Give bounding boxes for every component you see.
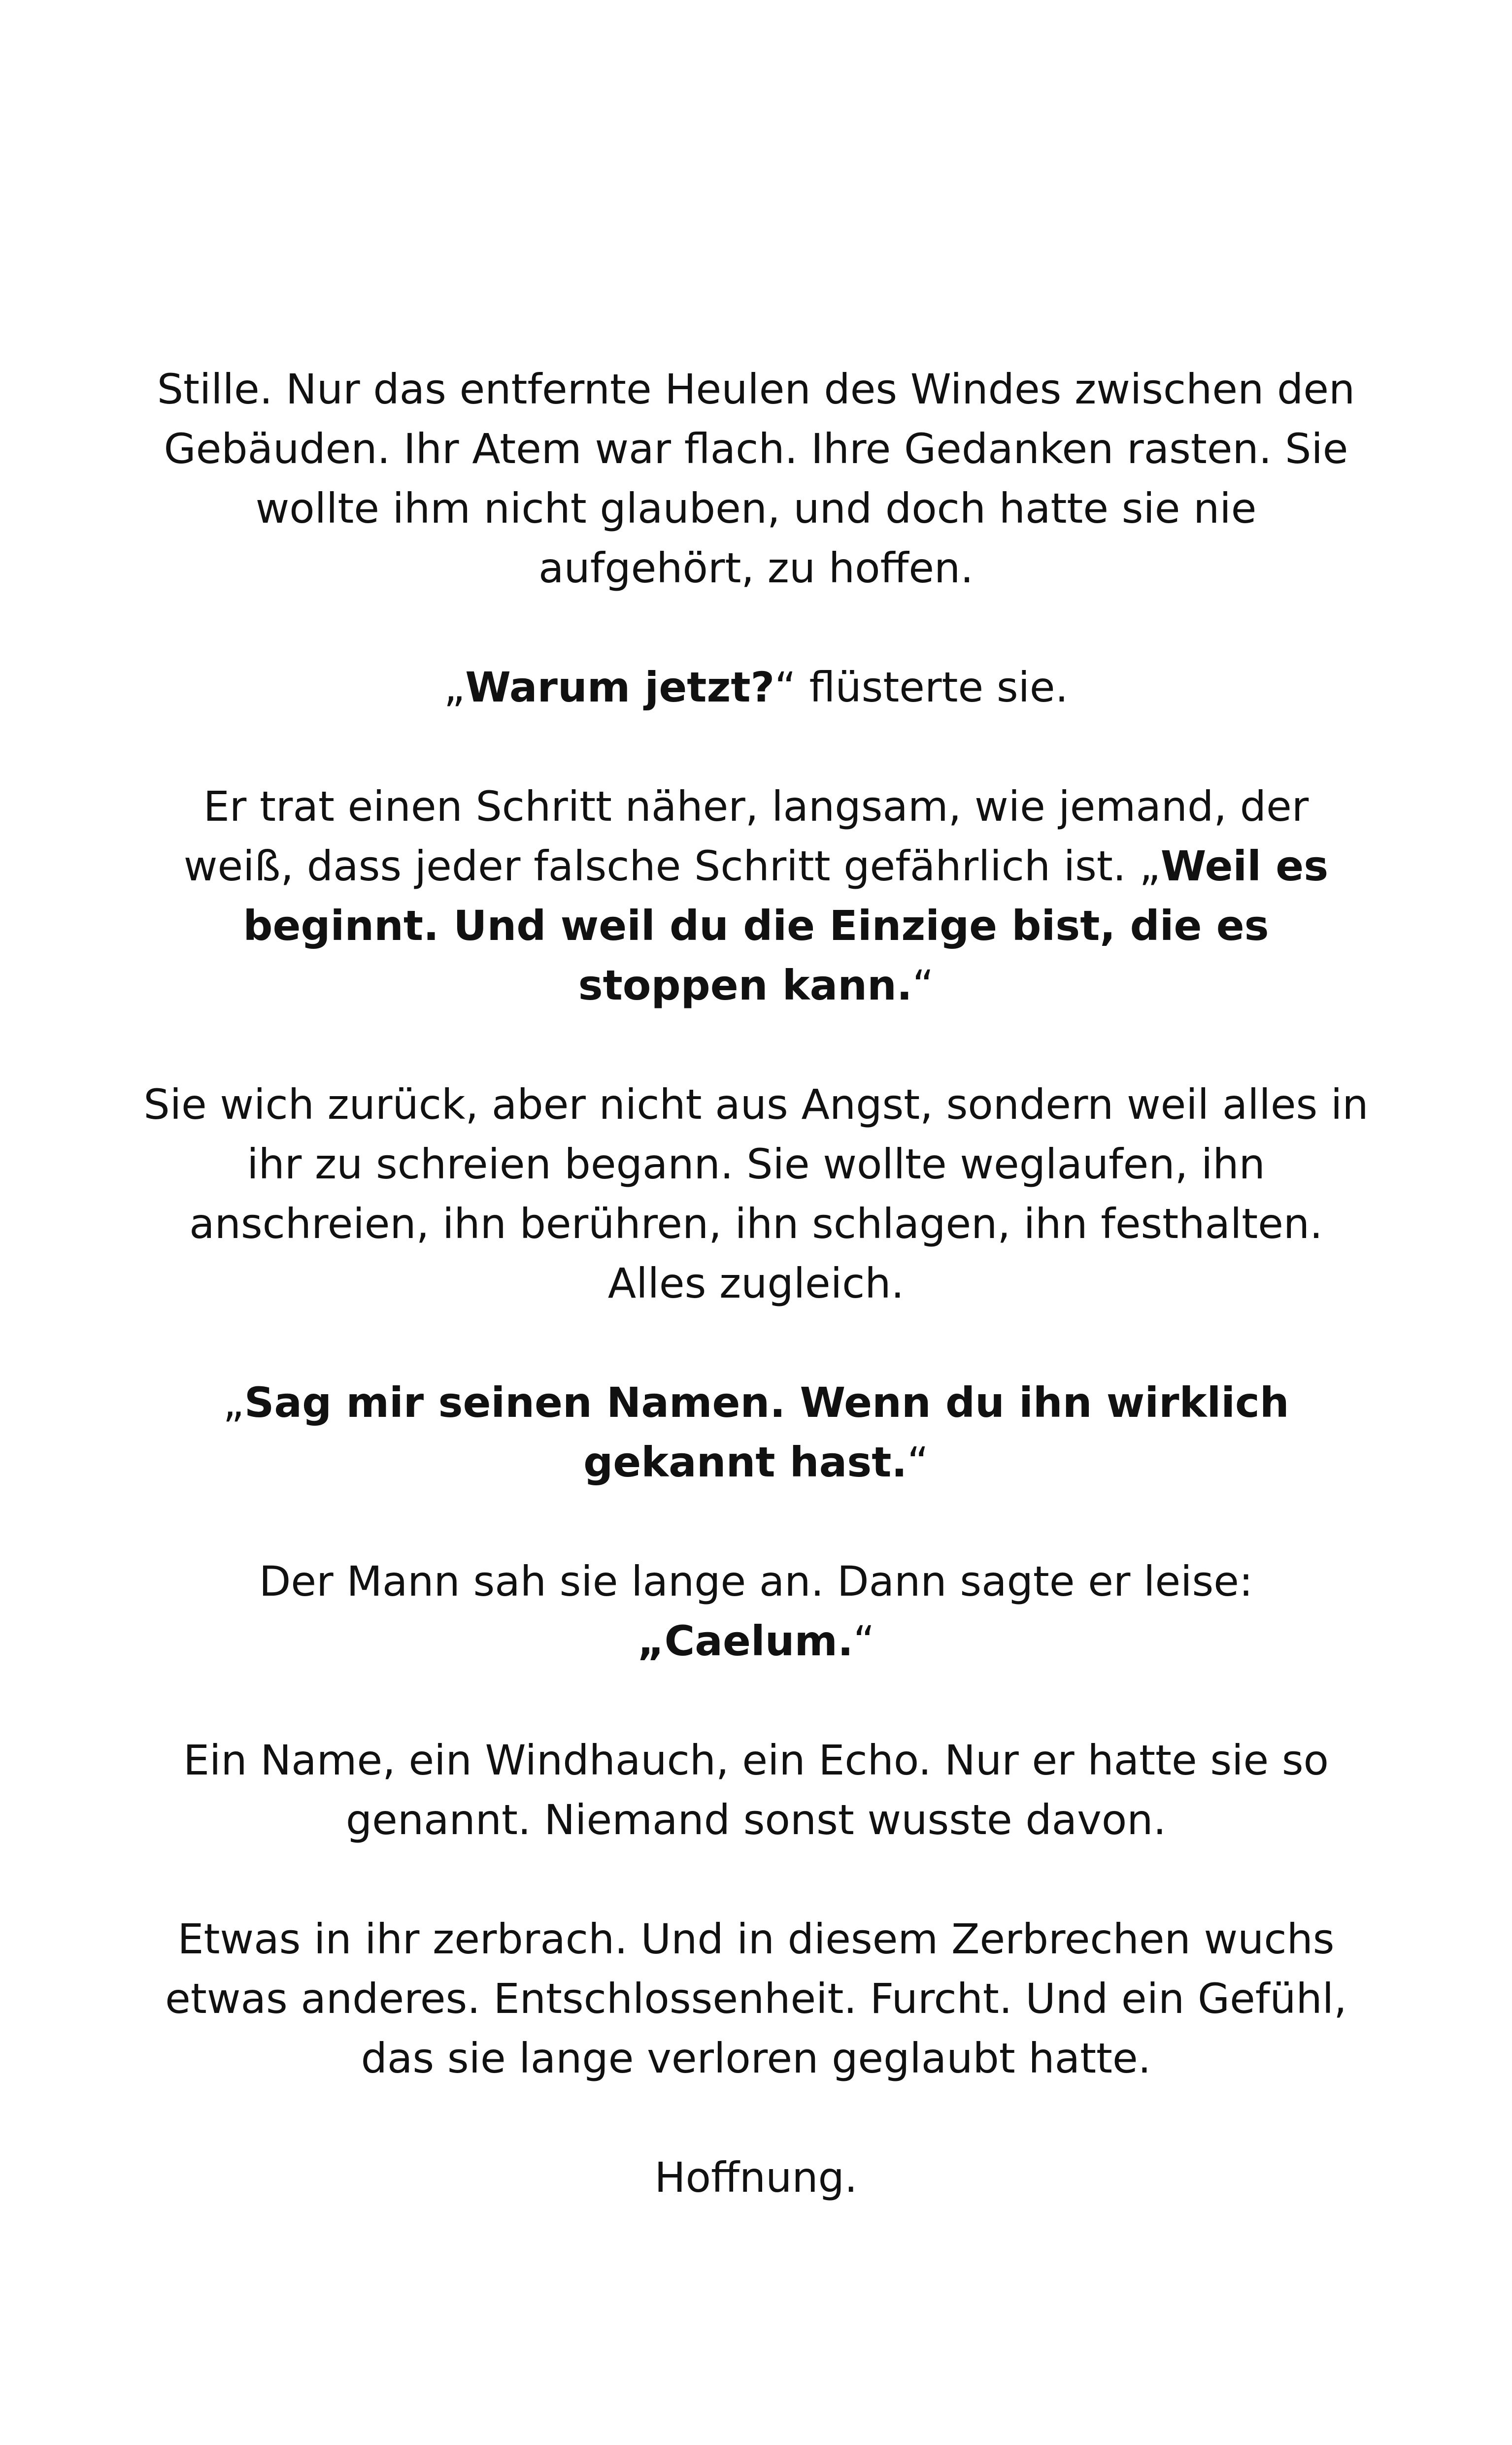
quote-open: „ (443, 663, 466, 711)
paragraph-4-text: Sie wich zurück, aber nicht aus Angst, sondern weil alles in ihr zu schreien begann. Sie wollte weglaufen, ihn anschreien, ihn berühren, ihn schlagen, ihn festhalten. Alles zugleich. (143, 1080, 1369, 1307)
dialogue-bold: Sag mir seinen Namen. Wenn du ihn wirklich gekannt hast. (244, 1378, 1289, 1486)
paragraph-3 (143, 777, 1369, 1015)
paragraph-1-text: Stille. Nur das entfernte Heulen des Windes zwischen den Gebäuden. Ihr Atem war flach. Ihre Gedanken rasten. Sie wollte ihm nicht glauben, und doch hatte sie nie aufgehört, zu hoffen. (157, 365, 1355, 592)
narration-text: Er trat einen Schritt näher, langsam, wie jemand, der weiß, dass jeder falsche Schritt gefährlich ist. „ (183, 782, 1309, 890)
dialogue-bold: Warum jetzt? (465, 663, 775, 711)
quote-open: „ (223, 1378, 244, 1427)
paragraph-8-text: Etwas in ihr zerbrach. Und in diesem Zerbrechen wuchs etwas anderes. Entschlossenheit. Furcht. Und ein Gefühl, das sie lange verloren geglaubt hatte. (165, 1915, 1347, 2082)
paragraph-8 (143, 1909, 1369, 2088)
paragraph-4 (143, 1075, 1369, 1313)
story-text (143, 360, 1369, 2208)
narration-text: Der Mann sah sie lange an. Dann sagte er leise: (259, 1557, 1253, 1606)
paragraph-9 (143, 2148, 1369, 2208)
quote-close: “ (907, 1438, 929, 1486)
paragraph-6 (143, 1552, 1369, 1671)
dialogue-bold: „Caelum. (637, 1617, 853, 1665)
paragraph-9-text: Hoffnung. (654, 2153, 858, 2202)
paragraph-1 (143, 360, 1369, 598)
dialogue-bold: Weil es beginnt. Und weil du die Einzige bist, die es stoppen kann. (243, 842, 1329, 1009)
quote-close: “ (853, 1617, 875, 1665)
paragraph-7 (143, 1731, 1369, 1850)
paragraph-2 (143, 658, 1369, 717)
paragraph-5 (143, 1373, 1369, 1492)
paragraph-7-text: Ein Name, ein Windhauch, ein Echo. Nur er hatte sie so genannt. Niemand sonst wusste davon. (183, 1736, 1329, 1844)
quote-close: “ (912, 961, 934, 1009)
dialogue-tag: “ flüsterte sie. (774, 663, 1069, 711)
